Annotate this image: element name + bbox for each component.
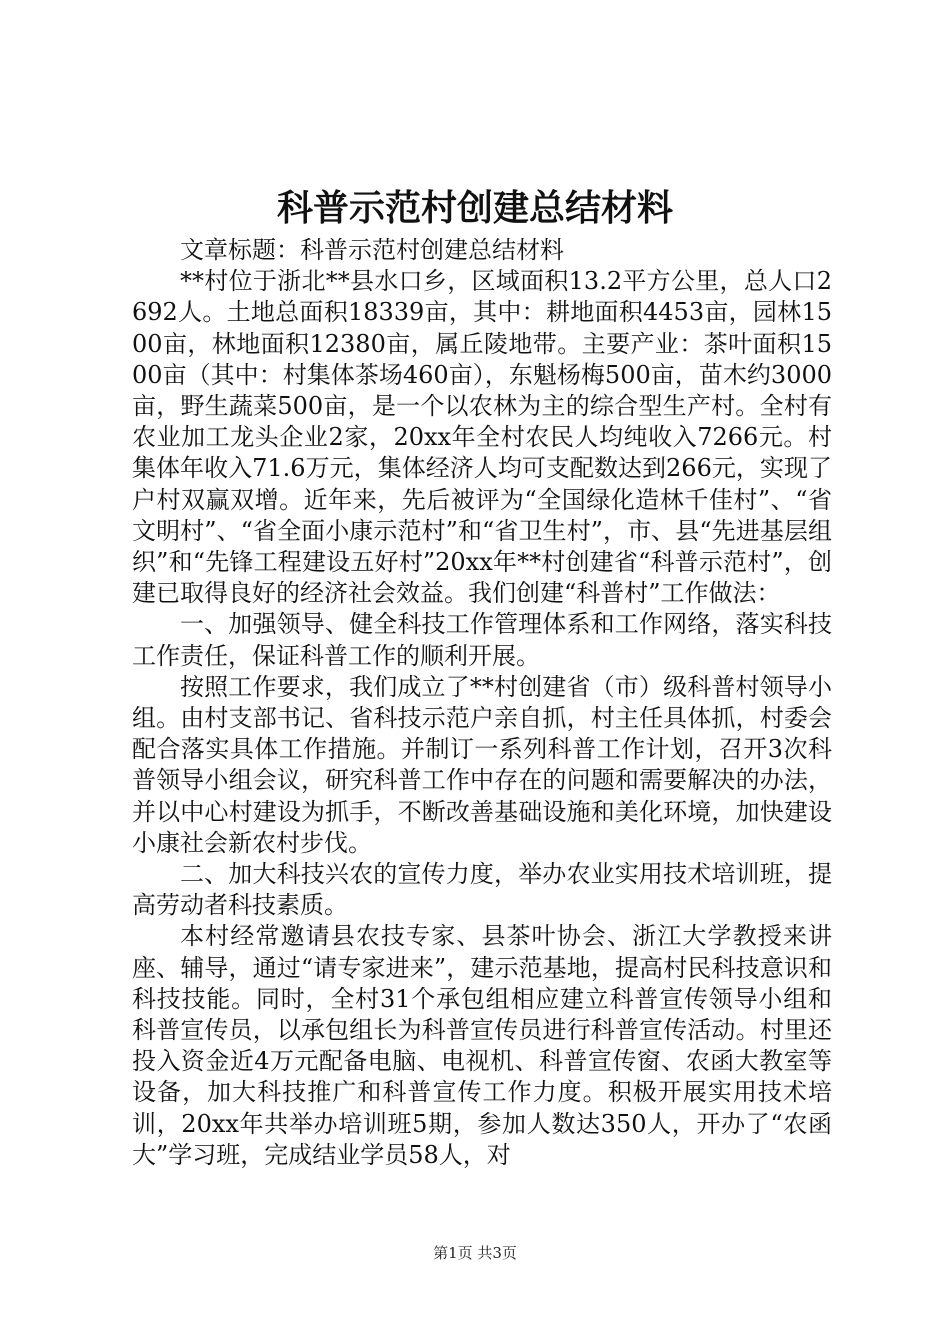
document-body: [132, 235, 832, 1171]
section-two-paragraph: 本村经常邀请县农技专家、县茶叶协会、浙江大学教授来讲座、辅导，通过“请专家进来”，建示范基地，提高村民科技意识和科技技能。同时，全村31个承包组相应建立科普宣传领导小组和科普宣传员，以承包组长为科普宣传员进行科普宣传活动。村里还投入资金近4万元配备电脑、电视机、科普宣传窗、农函大教室等设备，加大科技推广和科普宣传工作力度。积极开展实用技术培训，20xx年共举办培训班5期，参加人数达350人，开办了“农函大”学习班，完成结业学员58人，对: [132, 922, 832, 1169]
village-overview-paragraph: **村位于浙北**县水口乡，区域面积13.2平方公里，总人口2692人。土地总面积18339亩，其中：耕地面积4453亩，园林1500亩，林地面积12380亩，属丘陵地带。主要产业：茶叶面积1500亩（其中：村集体茶场460亩），东魁杨梅500亩，苗木约3000亩，野生蔬菜500亩，是一个以农林为主的综合型生产村。全村有农业加工龙头企业2家，20xx年全村农民人均纯收入7266元。村集体年收入71.6万元，集体经济人均可支配数达到266元，实现了户村双赢双增。近年来，先后被评为“全国绿化造林千佳村”、“省文明村”、“省全面小康示范村”和“省卫生村”，市、县“先进基层组织”和“先锋工程建设五好村”20xx年**村创建省“科普示范村”，创建已取得良好的经济社会效益。我们创建“科普村”工作做法：: [132, 267, 832, 608]
section-one-paragraph: 按照工作要求，我们成立了**村创建省（市）级科普村领导小组。由村支部书记、省科技示范户亲自抓，村主任具体抓，村委会配合落实具体工作措施。并制订一系列科普工作计划，召开3次科普领导小组会议，研究科普工作中存在的问题和需要解决的办法，并以中心村建设为抓手，不断改善基础设施和美化环境，加快建设小康社会新农村步伐。: [132, 672, 832, 857]
article-title-line: 文章标题：科普示范村创建总结材料: [180, 236, 564, 264]
section-one-heading: 一、加强领导、健全科技工作管理体系和工作网络，落实科技工作责任，保证科普工作的顺利开展。: [132, 610, 832, 670]
section-two-heading: 二、加大科技兴农的宣传力度，举办农业实用技术培训班，提高劳动者科技素质。: [132, 860, 832, 920]
document-title: 科普示范村创建总结材料: [276, 187, 673, 229]
page-number-footer: 第1页 共3页: [433, 1244, 517, 1262]
